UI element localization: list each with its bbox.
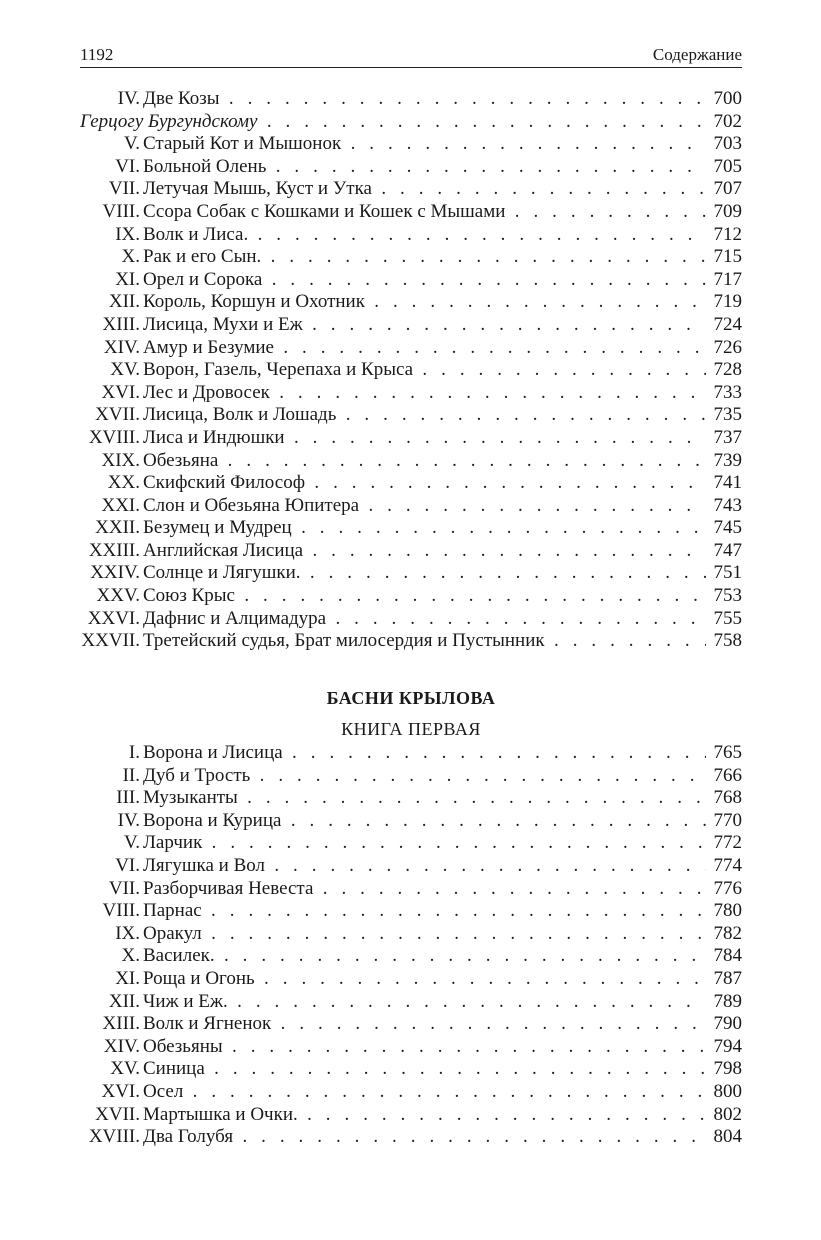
toc-entry: [80, 88, 742, 111]
running-header: [80, 45, 742, 68]
entry-title-text: Парнас: [143, 900, 202, 922]
entry-number: XIX.: [101, 449, 140, 471]
toc-entry: [80, 1104, 742, 1127]
entry-number: XXV.: [96, 585, 140, 607]
entry-number: XI.: [115, 967, 140, 989]
entry-title: [143, 855, 742, 878]
entry-number: XII.: [108, 291, 140, 313]
toc-entry: [80, 246, 742, 269]
entry-title: [143, 1126, 742, 1149]
entry-title: [143, 923, 742, 946]
entry-page: 737: [706, 427, 743, 450]
toc-entry: [80, 1013, 742, 1036]
entry-title-text: Лиса и Индюшки: [143, 426, 285, 448]
entry-title: [143, 427, 742, 450]
entry-title: [143, 540, 742, 563]
entry-page: 741: [706, 472, 743, 495]
entry-title: [143, 810, 742, 833]
entry-title-text: Оракул: [143, 922, 202, 944]
entry-number: XXII.: [95, 517, 140, 539]
entry-number: X.: [121, 945, 140, 967]
toc-entry: [80, 472, 742, 495]
entry-number: XXI.: [101, 494, 140, 516]
entry-title-text: Больной Олень: [143, 155, 267, 177]
entry-title-text: Скифский Философ: [143, 472, 306, 494]
entry-title-text: Старый Кот и Мышонок: [143, 133, 342, 155]
entry-number: XVIII.: [88, 426, 140, 448]
toc-entry: [80, 945, 742, 968]
entry-number: XVI.: [101, 381, 140, 403]
entry-title: [143, 832, 742, 855]
entry-title-text: Рак и его Сын.: [143, 246, 262, 268]
entry-title-text: Лисица, Мухи и Еж: [143, 313, 303, 335]
entry-title-text: Третейский судья, Брат милосердия и Пустынник: [143, 630, 545, 652]
entry-number: III.: [116, 787, 140, 809]
entry-page: 733: [706, 382, 743, 405]
entry-title: [143, 178, 742, 201]
entry-page: 715: [706, 246, 743, 269]
entry-title-text: Орел и Сорока: [143, 268, 263, 290]
entry-title-text: Ворона и Лисица: [143, 742, 283, 763]
entry-title-text: Два Голубя: [143, 1126, 234, 1148]
toc-entry: [80, 201, 742, 224]
toc-entry: [80, 562, 742, 585]
entry-number: XVI.: [101, 1080, 140, 1102]
entry-title: [143, 156, 742, 179]
entry-page: 728: [706, 359, 743, 382]
toc-entry: [80, 517, 742, 540]
toc-entry: [80, 427, 742, 450]
entry-page: 726: [706, 337, 743, 360]
toc-entry: [80, 832, 742, 855]
entry-title: [143, 585, 742, 608]
entry-title-text: Ворон, Газель, Черепаха и Крыса: [143, 359, 414, 381]
entry-page: 724: [706, 314, 743, 337]
entry-page: 747: [706, 540, 743, 563]
entry-page: 798: [706, 1058, 743, 1081]
entry-title: [143, 246, 742, 269]
entry-title-text: Ларчик: [143, 832, 203, 854]
entry-title-text: Музыканты: [143, 787, 238, 809]
entry-number: XVII.: [95, 1103, 140, 1125]
toc-entry: [80, 291, 742, 314]
entry-title: [143, 1081, 742, 1104]
entry-title-text: Безумец и Мудрец: [143, 517, 292, 539]
entry-title: [143, 991, 742, 1014]
entry-number: XXVII.: [81, 630, 140, 652]
entry-title: [143, 1036, 742, 1059]
entry-title-text: Король, Коршун и Охотник: [143, 291, 365, 313]
entry-number: IV.: [117, 809, 140, 831]
entry-title: [143, 382, 742, 405]
entry-title: [143, 765, 742, 788]
toc-entry: [80, 337, 742, 360]
entry-title-text: Обезьяны: [143, 1035, 223, 1057]
entry-page: 739: [706, 450, 743, 473]
entry-title-text: Летучая Мышь, Куст и Утка: [143, 178, 372, 200]
entry-number: XXIII.: [88, 539, 140, 561]
entry-number: XIII.: [102, 1013, 140, 1035]
toc-entry: [80, 810, 742, 833]
toc-entry: [80, 178, 742, 201]
entry-page: 712: [706, 224, 743, 247]
entry-title-text: Осел: [143, 1080, 184, 1102]
entry-number: XVII.: [95, 404, 140, 426]
entry-page: 787: [706, 968, 743, 991]
entry-page: 717: [706, 269, 743, 292]
entry-page: 766: [706, 765, 743, 788]
entry-page: 765: [706, 742, 743, 765]
toc-entry: [80, 1081, 742, 1104]
entry-page: 700: [706, 88, 743, 111]
entry-title-text: Лес и Дровосек: [143, 381, 270, 403]
entry-title-text: Амур и Безумие: [143, 336, 274, 358]
toc-entry: [80, 111, 742, 134]
entry-page: 758: [706, 630, 743, 653]
entry-title: [143, 1058, 742, 1081]
entry-title: [143, 314, 742, 337]
entry-title-text: Роща и Огонь: [143, 967, 255, 989]
entry-title: [80, 111, 742, 134]
entry-title-text: Лисица, Волк и Лошадь: [143, 404, 337, 426]
toc-entry: [80, 991, 742, 1014]
entry-number: VII.: [108, 877, 140, 899]
entry-number: IX.: [115, 922, 140, 944]
entry-page: 784: [706, 945, 743, 968]
entry-title: [143, 945, 742, 968]
entry-title: [143, 1013, 742, 1036]
entry-title: [143, 224, 742, 247]
entry-number: XX.: [107, 472, 140, 494]
entry-title-text: Слон и Обезьяна Юпитера: [143, 494, 360, 516]
entry-page: 802: [706, 1104, 743, 1127]
toc-entry: [80, 787, 742, 810]
entry-number: XV.: [110, 359, 140, 381]
entry-number: XXIV.: [90, 562, 140, 584]
entry-page: 790: [706, 1013, 743, 1036]
entry-title: [143, 450, 742, 473]
entry-page: 794: [706, 1036, 743, 1059]
toc-list-lafontaine: [80, 88, 742, 653]
toc-entry: [80, 742, 742, 765]
toc-entry: [80, 224, 742, 247]
entry-number: XIV.: [103, 1035, 140, 1057]
entry-title: [143, 495, 742, 518]
entry-page: 768: [706, 787, 743, 810]
entry-page: 780: [706, 900, 743, 923]
toc-entry: [80, 855, 742, 878]
entry-title: [143, 337, 742, 360]
entry-title: [143, 900, 742, 923]
toc-entry: [80, 1058, 742, 1081]
toc-entry: [80, 900, 742, 923]
entry-number: XI.: [115, 268, 140, 290]
entry-number: XXVI.: [87, 607, 140, 629]
entry-title: [143, 133, 742, 156]
toc-entry: [80, 608, 742, 631]
toc-entry: [80, 495, 742, 518]
entry-number: XIV.: [103, 336, 140, 358]
toc-entry: [80, 765, 742, 788]
entry-title: [143, 201, 742, 224]
entry-title: [143, 562, 742, 585]
entry-page: 789: [706, 991, 743, 1014]
entry-title-text: Две Козы: [143, 88, 220, 109]
entry-page: 707: [706, 178, 743, 201]
entry-title: [143, 742, 742, 765]
page-number: 1192: [80, 45, 114, 64]
toc-entry: [80, 923, 742, 946]
entry-title-text: Разборчивая Невеста: [143, 877, 314, 899]
toc-entry: [80, 1036, 742, 1059]
entry-page: 705: [706, 156, 743, 179]
toc-entry: [80, 450, 742, 473]
entry-title-text: Ссора Собак с Кошками и Кошек с Мышами: [143, 200, 506, 222]
entry-number: V.: [123, 832, 140, 854]
entry-page: 774: [706, 855, 743, 878]
entry-title-text: Чиж и Еж.: [143, 990, 228, 1012]
entry-title-text: Василек.: [143, 945, 215, 967]
toc-entry: [80, 878, 742, 901]
entry-page: 782: [706, 923, 743, 946]
entry-number: VI.: [115, 155, 140, 177]
entry-title: [143, 269, 742, 292]
entry-page: 772: [706, 832, 743, 855]
entry-page: 719: [706, 291, 743, 314]
entry-title: [143, 630, 742, 653]
entry-page: 755: [706, 608, 743, 631]
entry-number: VI.: [115, 854, 140, 876]
entry-number: XV.: [110, 1058, 140, 1080]
entry-number: X.: [121, 246, 140, 268]
entry-title-text: Обезьяна: [143, 449, 219, 471]
toc-list-krylov: [80, 742, 742, 1149]
entry-page: 709: [706, 201, 743, 224]
entry-page: 776: [706, 878, 743, 901]
entry-number: VIII.: [102, 200, 140, 222]
toc-entry: [80, 585, 742, 608]
toc-entry: [80, 269, 742, 292]
entry-number: I.: [128, 742, 140, 763]
toc-entry: [80, 630, 742, 653]
entry-title-text: Солнце и Лягушки.: [143, 562, 301, 584]
entry-title-text: Волк и Лиса.: [143, 223, 249, 245]
entry-title: [143, 359, 742, 382]
entry-page: 743: [706, 495, 743, 518]
entry-title-text: Лягушка и Вол: [143, 854, 265, 876]
section-heading: БАСНИ КРЫЛОВА: [326, 688, 496, 708]
entry-title: [143, 517, 742, 540]
entry-title-text: Ворона и Курица: [143, 809, 282, 831]
entry-number: VIII.: [102, 900, 140, 922]
entry-number: V.: [123, 133, 140, 155]
toc-entry: [80, 382, 742, 405]
entry-title-text: Герцогу Бургундскому: [80, 110, 258, 132]
entry-number: XIII.: [102, 313, 140, 335]
entry-title: [143, 404, 742, 427]
book-subheading: КНИГА ПЕРВАЯ: [341, 719, 481, 739]
entry-title: [143, 291, 742, 314]
entry-number: VII.: [108, 178, 140, 200]
entry-number: XII.: [108, 990, 140, 1012]
toc-entry: [80, 968, 742, 991]
entry-title-text: Союз Крыс: [143, 585, 235, 607]
entry-title: [143, 787, 742, 810]
entry-page: 745: [706, 517, 743, 540]
entry-title: [143, 472, 742, 495]
entry-title: [143, 878, 742, 901]
entry-page: 735: [706, 404, 743, 427]
entry-title: [143, 968, 742, 991]
toc-entry: [80, 540, 742, 563]
entry-title-text: Мартышка и Очки.: [143, 1103, 298, 1125]
entry-title-text: Дуб и Трость: [143, 764, 251, 786]
toc-entry: [80, 314, 742, 337]
entry-title: [143, 608, 742, 631]
toc-entry: [80, 359, 742, 382]
entry-number: IV.: [117, 88, 140, 109]
entry-page: 753: [706, 585, 743, 608]
entry-page: 751: [706, 562, 743, 585]
entry-page: 703: [706, 133, 743, 156]
entry-number: XVIII.: [88, 1126, 140, 1148]
toc-entry: [80, 156, 742, 179]
entry-page: 702: [706, 111, 743, 134]
toc-entry: [80, 1126, 742, 1149]
toc-entry: [80, 133, 742, 156]
entry-title-text: Английская Лисица: [143, 539, 304, 561]
entry-number: IX.: [115, 223, 140, 245]
entry-title-text: Синица: [143, 1058, 205, 1080]
entry-title: [143, 1104, 742, 1127]
entry-page: 804: [706, 1126, 743, 1149]
toc-entry: [80, 404, 742, 427]
entry-title-text: Волк и Ягненок: [143, 1013, 272, 1035]
entry-title-text: Дафнис и Алцимадура: [143, 607, 327, 629]
entry-page: 800: [706, 1081, 743, 1104]
section-title: Содержание: [652, 45, 742, 64]
entry-number: II.: [122, 764, 140, 786]
entry-title: [143, 88, 742, 111]
entry-page: 770: [706, 810, 743, 833]
